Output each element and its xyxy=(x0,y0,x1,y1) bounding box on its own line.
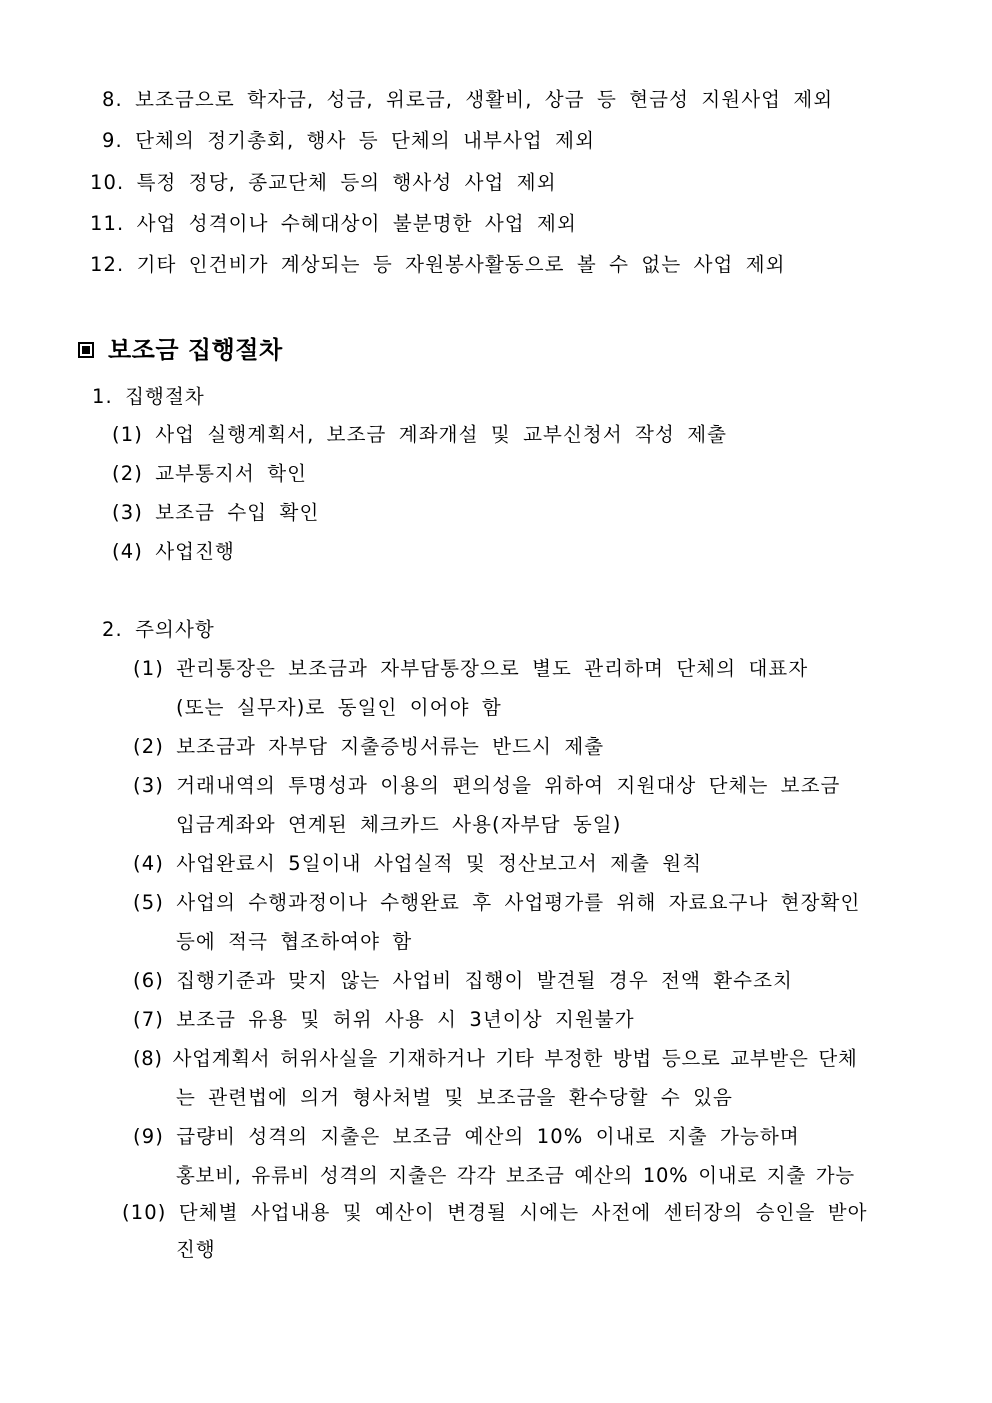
section-title: 보조금 집행절차 xyxy=(78,334,283,366)
exclusion-item: 10. 특정 정당, 종교단체 등의 행사성 사업 제외 xyxy=(90,171,557,194)
note-item: (9) 급량비 성격의 지출은 보조금 예산의 10% 이내로 지출 가능하며 xyxy=(133,1125,800,1148)
note-item: (7) 보조금 유용 및 허위 사용 시 3년이상 지원불가 xyxy=(133,1008,635,1031)
note-item-continuation: (또는 실무자)로 동일인 이어야 함 xyxy=(176,696,502,719)
note-item: (8) 사업계획서 허위사실을 기재하거나 기타 부정한 방법 등으로 교부받은 단체 xyxy=(133,1047,858,1070)
filled-square-icon xyxy=(78,342,94,358)
note-item: (6) 집행기준과 맞지 않는 사업비 집행이 발견될 경우 전액 환수조치 xyxy=(133,969,793,992)
note-item-continuation: 입금계좌와 연계된 체크카드 사용(자부담 동일) xyxy=(176,813,622,836)
note-item-continuation: 등에 적극 협조하여야 함 xyxy=(176,930,413,953)
procedure-item: (3) 보조금 수입 확인 xyxy=(112,501,320,524)
exclusion-item: 11. 사업 성격이나 수혜대상이 불분명한 사업 제외 xyxy=(90,212,577,235)
procedure-item: (2) 교부통지서 학인 xyxy=(112,462,308,485)
note-item-continuation: 홍보비, 유류비 성격의 지출은 각각 보조금 예산의 10% 이내로 지출 가능 xyxy=(176,1164,855,1187)
note-item: (4) 사업완료시 5일이내 사업실적 및 정산보고서 제출 원칙 xyxy=(133,852,703,875)
exclusion-item: 8. 보조금으로 학자금, 성금, 위로금, 생활비, 상금 등 현금성 지원사업 제외 xyxy=(102,88,834,111)
note-item-continuation: 는 관련법에 의거 형사처벌 및 보조금을 환수당할 수 있음 xyxy=(176,1086,733,1109)
note-item: (1) 관리통장은 보조금과 자부담통장으로 별도 관리하며 단체의 대표자 xyxy=(133,657,809,680)
note-item: (10) 단체별 사업내용 및 예산이 변경될 시에는 사전에 센터장의 승인을 받아 xyxy=(122,1201,868,1224)
note-item: (3) 거래내역의 투명성과 이용의 편의성을 위하여 지원대상 단체는 보조금 xyxy=(133,774,841,797)
procedure-item: (4) 사업진행 xyxy=(112,540,235,563)
procedure-item: (1) 사업 실행계획서, 보조금 계좌개설 및 교부신청서 작성 제출 xyxy=(112,423,728,446)
note-item: (5) 사업의 수행과정이나 수행완료 후 사업평가를 위해 자료요구나 현장확인 xyxy=(133,891,861,914)
note-item: (2) 보조금과 자부담 지출증빙서류는 반드시 제출 xyxy=(133,735,605,758)
notes-heading: 2. 주의사항 xyxy=(102,618,215,641)
exclusion-item: 12. 기타 인건비가 계상되는 등 자원봉사활동으로 볼 수 없는 사업 제외 xyxy=(90,253,786,276)
procedure-heading: 1. 집행절차 xyxy=(92,385,205,408)
note-item-continuation: 진행 xyxy=(176,1238,216,1261)
exclusion-item: 9. 단체의 정기총회, 행사 등 단체의 내부사업 제외 xyxy=(102,129,596,152)
